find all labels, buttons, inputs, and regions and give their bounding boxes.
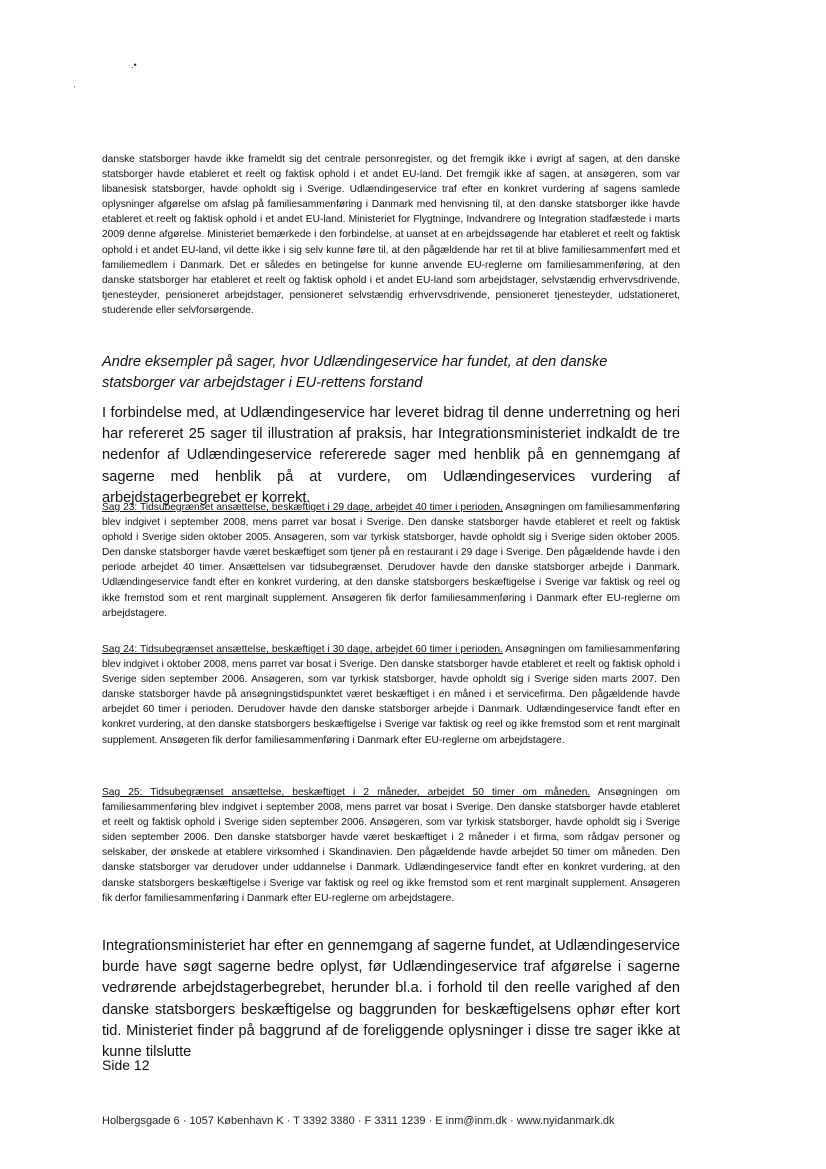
case-25-body: Ansøgningen om familiesammenføring blev indgivet i september 2008, mens parret var bosat i Sverige. Den danske statsborger havde etableret et reelt og faktisk ophold i Sverige siden september 2006. Ansøgeren, som var tyrkisk statsborger, havde opholdt sig i Sverige siden september 2006. Den danske statsborger havde været beskæftiget i 2 måneder i et firma, som rådgav personer og selskaber, der ønskede at etablere virksomhed i Skandinavien. Den pågældende havde arbejdet 50 timer om måneden. Den danske statsborger var derudover under uddannelse i Danmark. Udlændingeservice fandt efter en konkret vurdering, at den danske statsborgers beskæftigelse i Sverige var faktisk og reel og ikke fremstod som et rent marginalt supplement. Ansøgeren fik derfor familiesammenføring i Danmark efter EU-reglerne om arbejdstagere.	[102, 787, 680, 904]
scan-artifact: .•	[131, 60, 137, 70]
section-heading: Andre eksempler på sager, hvor Udlændingeservice har fundet, at den danske statsborger var arbejdstager i EU-rettens forstand	[102, 354, 608, 391]
case-23-title: Sag 23: Tidsubegrænset ansættelse, beskæftiget i 29 dage, arbejdet 40 timer i perioden.	[102, 502, 503, 513]
case-23-body: Ansøgningen om familiesammenføring blev indgivet i september 2008, mens parret var bosat i Sverige. Den danske statsborger havde etableret et reelt og faktisk ophold i Sverige siden oktober 2005. Ansøgeren, som var tyrkisk statsborger, havde opholdt sig i Sverige siden oktober 2005. Den danske statsborger havde været beskæftiget som tjener på en restaurant i 29 dage i Sverige. Den pågældende havde i den periode arbejdet 40 timer. Ansættelsen var tidsubegrænset. Derudover havde den danske statsborger arbejde i Danmark. Udlændingeservice fandt efter en konkret vurdering, at den danske statsborgers beskæftigelse i Sverige var faktisk og reel og ikke fremstod som et rent marginalt supplement. Ansøgeren fik derfor familiesammenføring i Danmark efter EU-reglerne om arbejdstagere.	[102, 502, 680, 619]
case-25-title: Sag 25: Tidsubegrænset ansættelse, beskæftiget i 2 måneder, arbejdet 50 timer om måneden.	[102, 787, 591, 798]
paragraph-main: I forbindelse med, at Udlændingeservice har leveret bidrag til denne underretning og heri har refereret 25 sager til illustration af praksis, har Integrationsministeriet indkaldt de tre nedenfor af Udlændingeservice refererede sager med henblik på en gennemgang af sagerne med henblik på at vurdere, om Udlændingeservices vurdering af arbejdstagerbegrebet er korrekt.	[102, 405, 680, 506]
footer-address: Holbergsgade 6 · 1057 København K · T 3392 3380 · F 3311 1239 · E inm@inm.dk · www.nyidanmark.dk	[102, 1115, 615, 1127]
case-25	[102, 785, 680, 906]
scan-artifact: '	[74, 86, 76, 93]
paragraph-intro: danske statsborger havde ikke frameldt sig det centrale personregister, og det fremgik ikke i øvrigt af sagen, at den danske statsborger havde etableret et reelt og faktisk ophold i et andet EU-land. Det fremgik ikke af sagen, at ansøgeren, som var libanesisk statsborger, havde opholdt sig i Sverige. Udlændingeservice traf efter en konkret vurdering af sagens samlede oplysninger afgørelse om afslag på familiesammenføring i Danmark med henvisning til, at den danske statsborger ikke havde etableret et reelt og faktisk ophold i et andet EU-land. Ministeriet for Flygtninge, Indvandrere og Integration stadfæstede i marts 2009 denne afgørelse. Ministeriet bemærkede i den forbindelse, at uanset at en arbejdssøgende har etableret et reelt og faktisk ophold i et andet EU-land, vil dette ikke i sig selv kunne føre til, at den pågældende har ret til at blive familiesammenført med et familiemedlem i Danmark. Det er således en betingelse for kunne anvende EU-reglerne om familiesammenføring, at den danske statsborger har etableret et reelt og faktisk ophold i et andet EU-land som arbejdstager, selvstændig erhvervsdrivende, tjenesteyder, pensioneret arbejdstager, pensioneret selvstændig erhvervsdrivende, pensioneret tjenesteyder, udstationeret, studerende eller selvforsørgende.	[102, 154, 680, 316]
case-23	[102, 500, 680, 621]
case-24-body: Ansøgningen om familiesammenføring blev indgivet i oktober 2008, mens parret var bosat i Sverige. Den danske statsborger havde etableret et reelt og faktisk ophold i Sverige siden september 2006. Ansøgeren, som var tyrkisk statsborger, havde opholdt sig i Sverige siden marts 2007. Den danske statsborger havde på ansøgningstidspunktet været beskæftiget i en måned i et servicefirma. Den pågældende havde arbejdet 60 timer i perioden. Derudover havde den danske statsborger arbejde i Danmark. Udlændingeservice fandt efter en konkret vurdering, at den danske statsborgers beskæftigelse i Sverige var faktisk og reel og ikke fremstod som et rent marginalt supplement. Ansøgeren fik derfor familiesammenføring i Danmark efter EU-reglerne om arbejdstagere.	[102, 644, 680, 746]
case-24-title: Sag 24: Tidsubegrænset ansættelse, beskæftiget i 30 dage, arbejdet 60 timer i perioden.	[102, 644, 503, 655]
paragraph-conclusion: Integrationsministeriet har efter en gennemgang af sagerne fundet, at Udlændingeservice burde have søgt sagerne bedre oplyst, før Udlændingeservice traf afgørelse i sagerne vedrørende arbejdstagerbegrebet, herunder bl.a. i forhold til den reelle varighed af den danske statsborgers beskæftigelse og baggrunden for beskæftigelsens ophør efter kort tid. Ministeriet finder på baggrund af de foreliggende oplysninger i disse tre sager ikke at kunne tilslutte	[102, 938, 680, 1061]
case-24	[102, 642, 680, 748]
page-number: Side 12	[102, 1057, 150, 1073]
